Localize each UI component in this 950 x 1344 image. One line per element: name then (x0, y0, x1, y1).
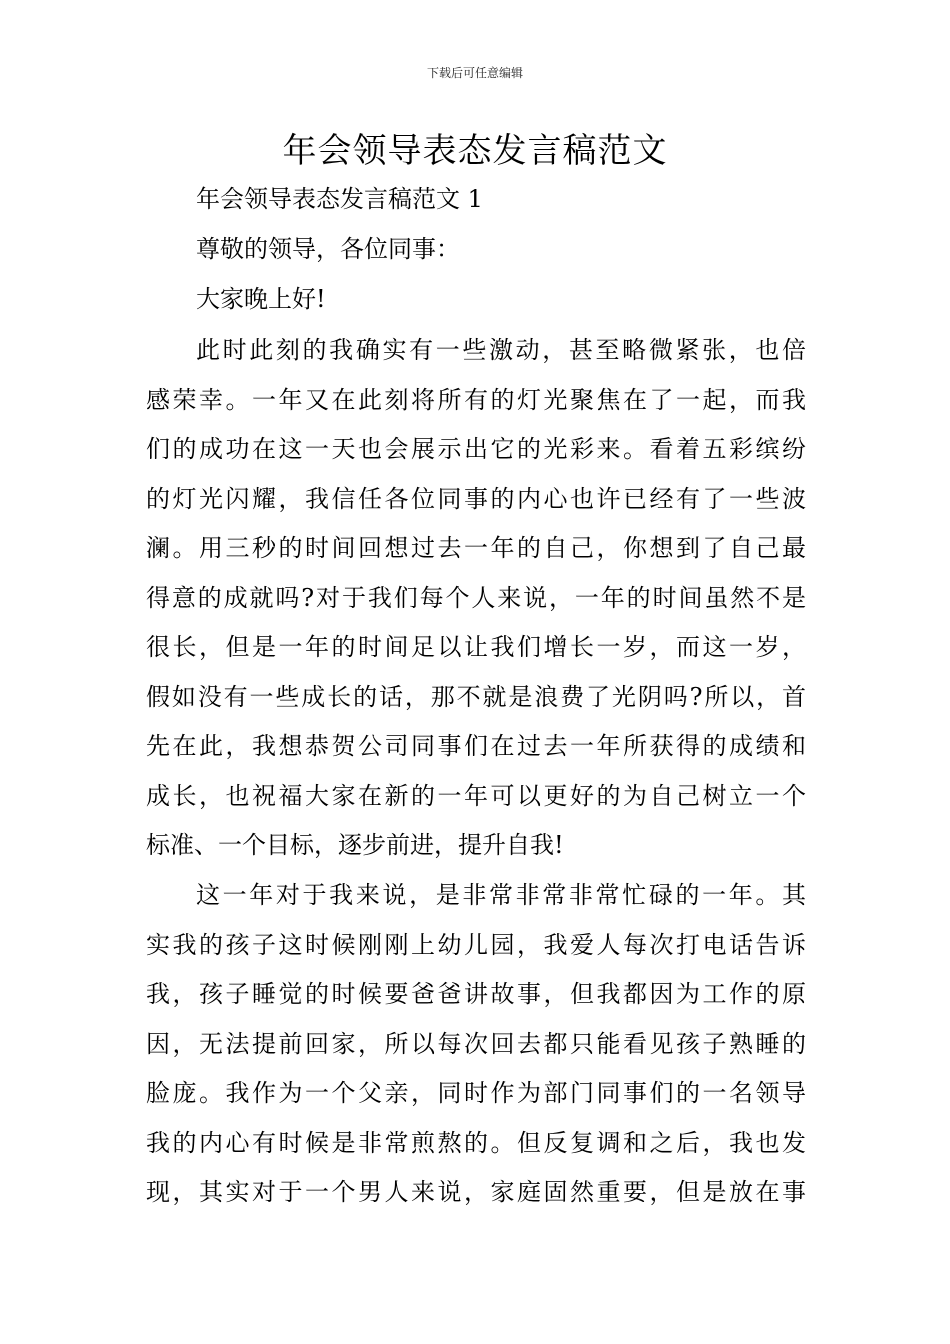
paragraph-line: 我的内心有时候是非常煎熬的。但反复调和之后，我也发 (146, 1129, 806, 1157)
paragraph-line: 实我的孩子这时候刚刚上幼儿园，我爱人每次打电话告诉 (146, 931, 806, 959)
paragraph-line: 这一年对于我来说，是非常非常非常忙碌的一年。其 (196, 881, 806, 909)
paragraph-line: 的灯光闪耀，我信任各位同事的内心也许已经有了一些波 (146, 485, 806, 513)
paragraph-line: 先在此，我想恭贺公司同事们在过去一年所获得的成绩和 (146, 732, 806, 760)
paragraph-line: 我，孩子睡觉的时候要爸爸讲故事，但我都因为工作的原 (146, 980, 806, 1008)
paragraph-line: 得意的成就吗?对于我们每个人来说，一年的时间虽然不是 (146, 584, 806, 612)
page-header-note: 下载后可任意编辑 (426, 66, 523, 80)
paragraph-line: 澜。用三秒的时间回想过去一年的自己，你想到了自己最 (146, 534, 806, 562)
paragraph-line: 假如没有一些成长的话，那不就是浪费了光阴吗?所以，首 (146, 683, 806, 711)
paragraph-line: 因，无法提前回家，所以每次回去都只能看见孩子熟睡的 (146, 1030, 806, 1058)
paragraph-line: 此时此刻的我确实有一些激动，甚至略微紧张，也倍 (196, 336, 806, 364)
greeting-line: 大家晚上好! (196, 285, 326, 313)
document-title: 年会领导表态发言稿范文 (282, 131, 668, 171)
paragraph-line: 很长，但是一年的时间足以让我们增长一岁，而这一岁， (146, 633, 806, 661)
paragraph-line: 感荣幸。一年又在此刻将所有的灯光聚焦在了一起，而我 (146, 386, 806, 414)
paragraph-line: 标准、一个目标，逐步前进，提升自我! (146, 831, 564, 859)
paragraph-line: 们的成功在这一天也会展示出它的光彩来。看着五彩缤纷 (146, 435, 806, 463)
paragraph-line: 成长，也祝福大家在新的一年可以更好的为自己树立一个 (146, 782, 806, 810)
subtitle-line: 年会领导表态发言稿范文 1 (196, 185, 483, 213)
salutation-line: 尊敬的领导，各位同事： (196, 235, 460, 263)
paragraph-line: 脸庞。我作为一个父亲，同时作为部门同事们的一名领导 (146, 1079, 806, 1107)
paragraph-line: 现，其实对于一个男人来说，家庭固然重要，但是放在事 (146, 1178, 806, 1206)
